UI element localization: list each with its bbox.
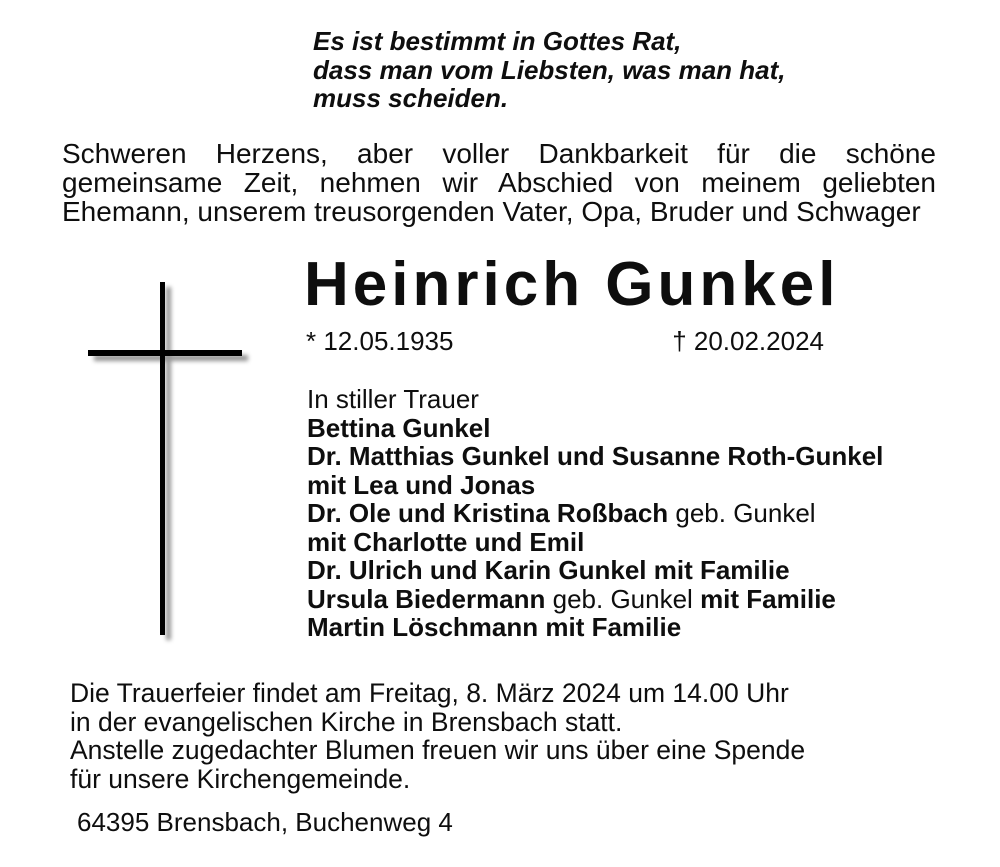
text-line [307, 499, 883, 528]
mourner-name: Dr. Ulrich und Karin Gunkel mit Familie [307, 555, 790, 585]
mourner-name: Dr. Matthias Gunkel und Susanne Roth-Gunkel [307, 441, 884, 471]
text-line: Schweren Herzens, aber voller Dankbarkeit für die schöne [62, 138, 936, 169]
cross-vertical-bar [160, 282, 165, 635]
deceased-name: Heinrich Gunkel [304, 250, 840, 319]
life-dates [306, 326, 824, 356]
text-line: gemeinsame Zeit, nehmen wir Abschied von meinem geliebten [62, 166, 936, 198]
mourner-name: mit Familie [700, 583, 836, 614]
service-info [70, 679, 805, 794]
mourner-name: mit Charlotte und Emil [307, 526, 585, 557]
text-line [307, 442, 883, 471]
death-date: † 20.02.2024 [672, 326, 824, 356]
mourner-name: Martin Löschmann mit Familie [307, 612, 682, 642]
text-line: Ehemann, unserem treusorgenden Vater, Opa, Bruder und Schwager [62, 195, 921, 227]
text-line: dass man vom Liebsten, was man hat, [313, 54, 786, 85]
mourners-list [307, 414, 883, 642]
text-line: in der evangelischen Kirche in Brensbach statt. [70, 706, 623, 737]
mourners-heading: In stiller Trauer [307, 384, 479, 414]
mourner-note: geb. Gunkel [668, 498, 816, 528]
mourner-name: Bettina Gunkel [307, 412, 491, 443]
text-line: Die Trauerfeier findet am Freitag, 8. März 2024 um 14.00 Uhr [70, 678, 789, 708]
text-line: muss scheiden. [313, 83, 509, 114]
cross-horizontal-bar [88, 350, 242, 356]
mourner-name: mit Lea und Jonas [307, 469, 536, 500]
text-line [307, 528, 883, 557]
mourners-block [307, 385, 883, 642]
text-line [307, 414, 883, 443]
text-line [307, 471, 883, 500]
birth-date: * 12.05.1935 [306, 326, 454, 356]
text-line [307, 613, 883, 642]
text-line [307, 585, 883, 614]
text-line: Es ist bestimmt in Gottes Rat, [313, 26, 682, 56]
text-line: Anstelle zugedachter Blumen freuen wir uns über eine Spende [70, 735, 806, 766]
address-line: 64395 Brensbach, Buchenweg 4 [77, 807, 453, 837]
text-line: für unsere Kirchengemeinde. [70, 764, 411, 795]
mourner-name: Dr. Ole und Kristina Roßbach [307, 498, 669, 528]
mourner-note: geb. Gunkel [545, 583, 701, 614]
intro-paragraph [62, 140, 936, 226]
text-line [307, 556, 883, 585]
mourner-name: Ursula Biedermann [307, 583, 546, 614]
epigraph-quote [313, 27, 785, 113]
